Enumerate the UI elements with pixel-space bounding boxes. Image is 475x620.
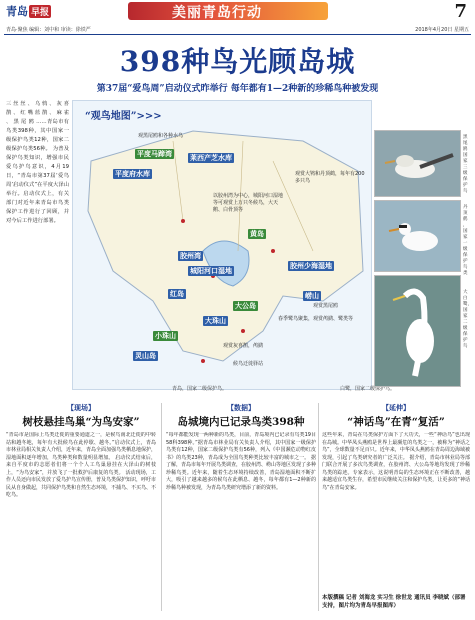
photo-caption: 白鹭，国家二级保护鸟。 <box>340 386 396 392</box>
logo-text: 青岛 <box>6 5 28 18</box>
column-divider <box>161 403 162 611</box>
photo-caption: 丹顶鹤 ，国家一级保护鸟类 <box>463 205 468 276</box>
section-title: “神话鸟”在青“复活” <box>347 416 445 428</box>
info-bar <box>4 25 471 35</box>
bird-photos <box>374 100 471 388</box>
bird-photo <box>374 275 461 387</box>
bird-icon <box>375 131 460 196</box>
map-label: 灵山岛 <box>135 352 156 360</box>
map-label: 黄岛 <box>250 230 264 238</box>
headline: 398种鸟光顾岛城 <box>119 45 356 78</box>
section-tag: 【现场】 <box>67 404 95 412</box>
bird-icon <box>375 276 460 386</box>
section-body: “每年都能发现一两种新的鸟类，目前，青岛境内已记录有鸟类19目58科398种。”据青岛市林业局有关负责人介绍，其中国家一级保护鸟类有12种，国家二级保护鸟类有56种，列入《中国濒危动物红皮书》的鸟类23种，青岛成为全国鸟类种类比较丰富的城市之一。 据了解，青岛市每年开展鸟类调查，在胶州湾、崂山等地区发现了多种珍稀鸟类。近年来，随着生态环境持续改善，青岛湿地面积不断扩大，吸引了越来越多的候鸟在此栖息、越冬，每年都有1—2种新的珍稀鸟种被发现，为青岛鸟类研究增添了新的资料。 <box>166 432 316 491</box>
map-label: 平度府水库 <box>115 170 150 178</box>
map-note: 候鸟迁徙驿站 <box>233 361 264 367</box>
map-note: 观赏黑尾鸥 <box>313 303 339 309</box>
section-tag: 【延伸】 <box>382 404 410 412</box>
map-note: 观赏大鸨和丹顶鹤，每年有200多只鸟 <box>295 171 365 184</box>
newspaper-logo <box>6 3 51 19</box>
map-note: 春季鹭鸟聚集，观赏鸬鹚、鹭类等 <box>278 316 354 322</box>
photo-caption: 黑尾鸥 国家三级保护鸟 <box>463 135 468 194</box>
byline-credit: 本版撰稿 记者 刘海龙 实习生 徐世龙 通讯员 李晓斌（部署支持，图片均为青岛早报图库） <box>322 595 466 609</box>
map-note: 以胶州湾为中心，城阳河口湿地等可观赏上万只冬候鸟，大天鹅、白骨顶等 <box>213 193 284 213</box>
section-body: 这些年来，青岛在鸟类保护方面下了大功夫，一些“神话鸟”也出现在岛城。中华凤头燕鸥是世界上最濒危的鸟类之一，被称为“神话之鸟”，全球数量不足百只。近年来，中华凤头燕鸥在青岛周边海域被发现，引起了鸟类研究者的广泛关注。 据介绍，青岛市林业局等部门联合开展了多次鸟类调查，在胶州湾、大公岛等地均发现了珍稀鸟类的踪迹。专家表示，这说明青岛的生态环境正在不断改善，越来越适宜鸟类生存，希望市民继续关注和保护鸟类，让更多的“神话鸟”在青岛安家。 <box>322 432 470 491</box>
section-title: 美丽青岛行动 <box>172 5 262 21</box>
bird-photo <box>374 130 461 197</box>
photo-caption: 大白鹭，国家二级保护鸟 <box>463 290 472 349</box>
map-note: 观黑尾鸥和各种水鸟 <box>138 133 184 139</box>
section-tag: 【数据】 <box>227 404 255 412</box>
map-label: 平度马蹄湾 <box>137 150 172 158</box>
bird-photo <box>374 200 461 272</box>
issue-date: 2018年4月20日 星期五 <box>415 27 469 33</box>
bird-watching-map <box>72 100 372 390</box>
map-label: 红岛 <box>170 290 184 298</box>
column-divider <box>318 403 319 611</box>
map-label: 胶州少海湿地 <box>290 262 332 270</box>
lead-paragraph: 三 丝 丝 、 乌 鸫 、 灰 喜 鹊 、 红 嘴 蓝 鹊 、 麻 雀 、 黑 尾 鸥 ……青岛市有鸟类398种，其中国家一级保护鸟类12种，国家二级保护鸟类56种。 为普及保护鸟类知识，增强市民爱鸟护鸟意识，4月19日，“青岛市第37届‘爱鸟周’启动仪式”在平度大泽山举行。启动仪式上，有关部门对近年来青岛市鸟类保护工作进行了回顾，并对今后工作进行部署。 <box>6 101 69 224</box>
logo-badge: 早报 <box>29 5 51 18</box>
map-label: 崂山 <box>305 292 319 300</box>
map-label: 莱西产芝水库 <box>190 154 232 162</box>
section-body: “青岛市是国际上鸟类迁徙的重要通道之一，是候鸟南北迁徙的中转站和越冬地，每年有大批候鸟在此停歇、越冬。”启动仪式上，青岛市林业局相关负责人介绍，近年来，青岛全面加强鸟类栖息地保护，湿地面积逐年增加，鸟类种类和数量明显增加。 启动仪式结束后，来自平度市的志愿者们将一个个人工鸟巢悬挂在大泽山的树枝上，“为鸟安家”，并放飞了一批救护后康复的鸟类。 活动现场，工作人员还向市民发放了爱鸟护鸟宣传册，普及鸟类保护知识，呼吁市民从自身做起，共同保护鸟类和自然生态环境，不捕鸟、不买鸟、不吃鸟。 <box>6 432 156 498</box>
section-title: 树枝悬挂鸟巢“为鸟安家” <box>22 416 140 428</box>
page-number: 7 <box>454 1 467 22</box>
map-label: 胶州湾 <box>180 252 201 260</box>
map-note: 观赏灰喜鹊，鸬鹚 <box>223 343 264 349</box>
section-title: 岛城境内已记录鸟类398种 <box>177 416 305 428</box>
map-label: 小珠山 <box>155 332 176 340</box>
map-label: 大珠山 <box>205 317 226 325</box>
map-title: “观鸟地图”>>> <box>85 111 162 122</box>
map-label: 城阳河口湿地 <box>190 267 232 275</box>
bird-icon <box>375 201 460 271</box>
subheadline: 第37届“爱鸟周”启动仪式昨举行 每年都有1—2种新的珍稀鸟种被发现 <box>96 84 379 94</box>
map-caption: 青岛，国家二级保护鸟。 <box>172 386 228 392</box>
masthead <box>0 0 475 24</box>
editor-info: 青岛·聚焦 编辑：刘中和 审读：徐铁严 <box>6 27 91 33</box>
map-label: 大公岛 <box>235 302 256 310</box>
map-graphic <box>73 101 371 389</box>
